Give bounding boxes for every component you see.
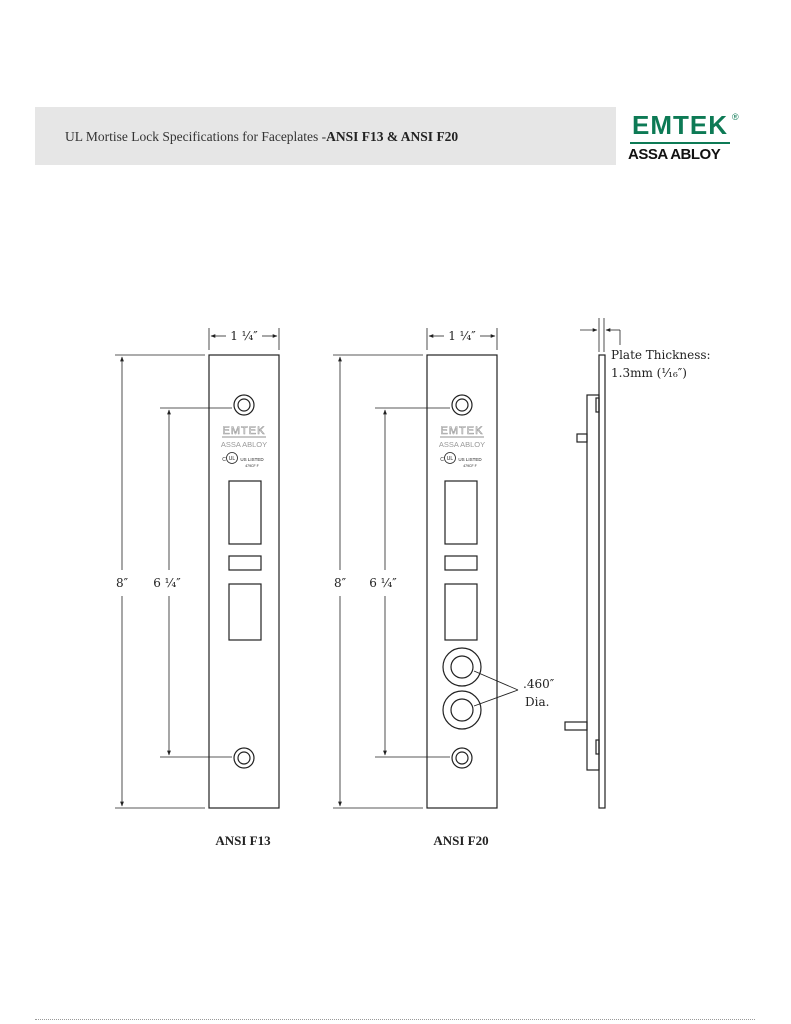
title-regular: UL Mortise Lock Specifications for Faceplates - [65,129,327,144]
f20-stamp-brand: EMTEK [440,425,484,437]
f20-screw-hole-top [452,395,472,415]
footer-dotted-rule [35,1019,755,1020]
f20-stamp-code: 479CF F [463,464,477,468]
f20-stamp-parent: ASSA ABLOY [438,440,486,449]
f20-callout-diameter: .460″ [523,677,555,691]
logo-registered-mark: ® [732,112,739,122]
title-bold: ANSI F13 & ANSI F20 [326,129,459,144]
f20-callout-leader-upper [474,671,518,690]
f13-spacing-dim: 6 ¼″ [153,576,181,590]
f20-deadbolt-opening [445,584,477,640]
side-view [565,318,620,808]
side-tab-lower [565,722,587,730]
logo-brand: EMTEK [632,110,728,140]
f13-latch-opening [229,481,261,544]
f13-auxiliary-slot [229,556,261,570]
plate-f13 [115,328,279,808]
f20-caption: ANSI F20 [433,833,489,848]
f13-height-dim: 8″ [115,576,129,590]
f20-stamp-listed: US LISTED [458,457,482,462]
f20-screw-hole-bottom [452,748,472,768]
logo-parent: ASSA ABLOY [628,146,721,163]
f20-width-dim: 1 ¼″ [448,329,476,343]
plate-f20 [333,328,518,808]
thickness-value: 1.3mm (¹⁄₁₆″) [611,366,687,380]
f13-stamp-brand: EMTEK [222,425,266,437]
f20-stamp-ul: UL [446,456,454,462]
f13-caption: ANSI F13 [215,833,271,848]
f20-cylinder-hole-lower [443,691,481,729]
f20-latch-opening [445,481,477,544]
f13-text [116,329,271,848]
f13-width-dim: 1 ¼″ [230,329,258,343]
f13-stamp-parent: ASSA ABLOY [220,440,268,449]
f20-callout-leader-lower [474,690,518,706]
f20-stamp-c: C [440,457,444,463]
side-faceplate [599,355,605,808]
f20-cylinder-hole-upper [443,648,481,686]
f13-stamp-c: C [222,457,226,463]
f20-text [334,329,555,848]
f20-outline [427,355,497,808]
f20-height-dim: 8″ [333,576,347,590]
thickness-label: Plate Thickness: [611,348,711,362]
f20-spacing-dim: 6 ¼″ [369,576,397,590]
f13-screw-hole-bottom [234,748,254,768]
f13-screw-hole-top [234,395,254,415]
side-lock-body [587,395,599,770]
f20-callout-dia: Dia. [525,695,550,709]
f20-auxiliary-slot [445,556,477,570]
f13-deadbolt-opening [229,584,261,640]
f13-stamp-code: 479CF F [245,464,259,468]
side-tab-upper [577,434,587,442]
f13-outline [209,355,279,808]
side-view-text [611,348,711,380]
f13-stamp-listed: US LISTED [240,457,264,462]
f13-stamp-ul: UL [228,456,236,462]
